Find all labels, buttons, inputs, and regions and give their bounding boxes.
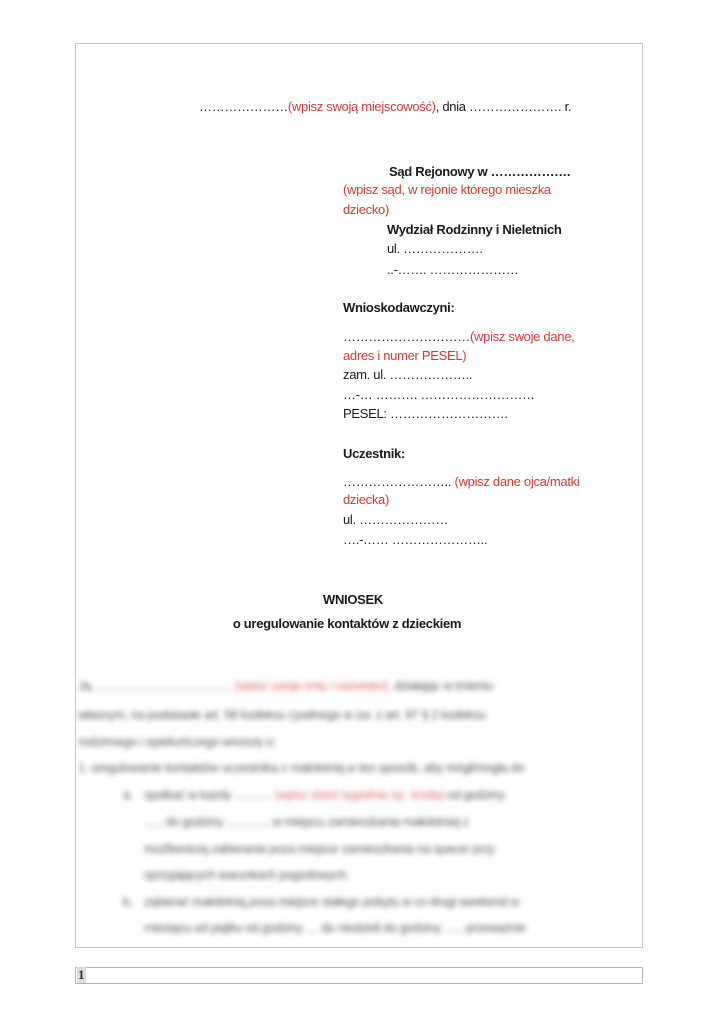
applicant-hint-2: adres i numer PESEL) [343,348,467,363]
place-hint: (wpisz swoją miejscowość) [287,99,436,114]
court-division: Wydział Rodzinny i Nieletnich [387,222,562,237]
item-a-line-4: sprzyjających warunkach pogodowych. [144,868,350,882]
body-hint: (wpisz swoje imię i nazwisko), [231,679,392,693]
place-dots: ………………… [199,99,288,114]
list-marker-a: a. [123,788,133,802]
court-street: ul. ………………. [387,241,483,256]
body-line-3: rodzinnego i opiekuńczego wnoszę o: [78,735,276,749]
body-line-4: 1. uregulowanie kontaktów uczestnika z małoletnią w ten sposób, aby mógł/mogła do [78,761,525,775]
body-hint: (wpisz dzień tygodnia np. środa) [270,788,444,802]
place-date-line [199,99,571,115]
document-subtitle: o uregulowanie kontaktów z dzieckiem [232,616,462,631]
body-text: działając w imieniu [391,679,494,693]
item-b-line-1: zabierać małoletnią poza miejsce stałego pobytu w co drugi weekend w [144,895,519,909]
court-hint-2: dziecko) [343,202,390,217]
participant-city: ….-…… ………………….. [343,532,488,547]
item-a-line-1 [144,787,504,803]
participant-street: ul. ………………… [343,512,449,527]
participant-dots: …………………….. [343,474,452,489]
date-dots: …………………. [469,99,562,114]
item-a-line-3: możliwością zabierania poza miejsce zamieszkania na spacer przy [144,842,495,856]
court-name: Sąd Rejonowy w ………………. [389,164,571,179]
court-hint: (wpisz sąd, w rejonie którego mieszka [343,182,551,197]
participant-line [343,474,579,490]
blurred-body [76,656,642,947]
applicant-line [343,329,574,345]
page-number: 1 [78,967,85,982]
applicant-dots: ………………………… [343,329,471,344]
participant-hint-2: dziecka) [343,492,390,507]
date-label: , dnia [435,99,466,114]
year-suffix: r. [564,99,572,114]
document-page [75,43,643,948]
body-line-1 [78,678,493,694]
body-text: spotkać w każdy ……… [144,788,271,802]
participant-label: Uczestnik: [343,446,406,461]
court-city: ..-……. ………………… [387,262,519,277]
applicant-label: Wnioskodawczyni: [343,300,455,315]
list-marker-b: b. [123,895,133,909]
participant-hint: (wpisz dane ojca/matki [451,474,580,489]
document-title: WNIOSEK [322,592,383,607]
applicant-street: zam. ul. ……………….. [343,367,473,382]
applicant-city: …-… ………. ……………………… [343,387,535,402]
applicant-hint: (wpisz swoje dane, [470,329,575,344]
body-text: Ja, …………………………… [78,679,232,693]
item-a-line-2: ….. do godziny ……….. w miejscu zamieszkania małoletniej z [144,815,469,829]
body-text: od godziny [443,788,505,802]
page-footer [75,967,643,984]
body-line-2: własnym, na podstawie art. 58 kodeksu cywilnego w zw. z art. 97 § 2 kodeksu [78,708,486,722]
applicant-pesel: PESEL: ………………………. [343,406,508,421]
item-b-line-2: miesiącu od piątku od godziny … do niedzieli do godziny ….. przeważnie [144,921,527,935]
